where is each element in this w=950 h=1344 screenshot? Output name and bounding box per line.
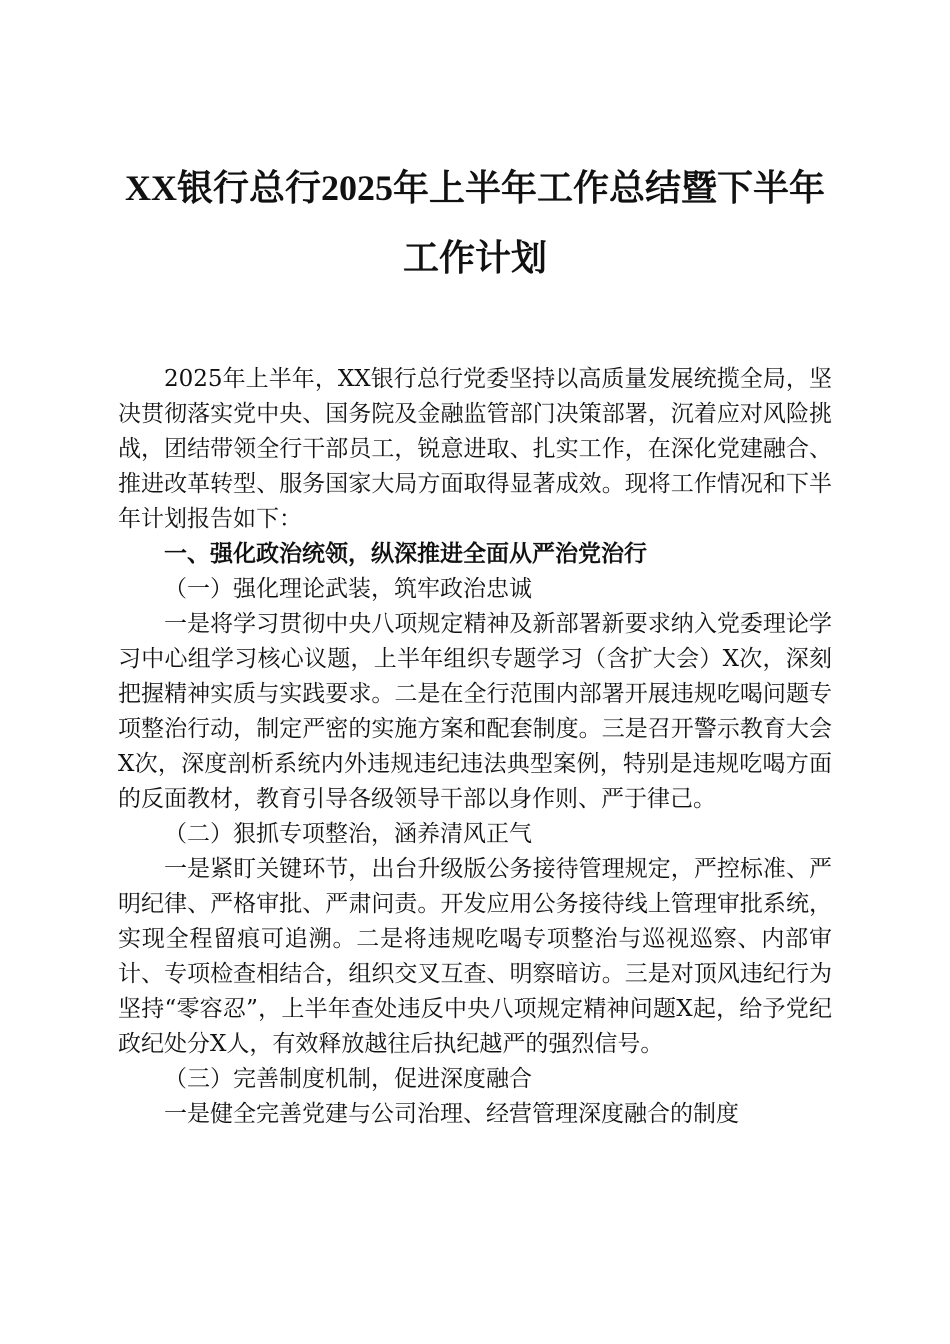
subsection-3-heading: （三）完善制度机制，促进深度融合 xyxy=(164,1066,532,1092)
subsection-3-body: 一是健全完善党建与公司治理、经营管理深度融合的制度 xyxy=(164,1101,739,1127)
subsection-1-body: 一是将学习贯彻中央八项规定精神及新部署新要求纳入党委理论学习中心组学习核心议题，上半年组织专题学习（含扩大会）X次，深刻把握精神实质与实践要求。二是在全行范围内部署开展违规吃喝问题专项整治行动，制定严密的实施方案和配套制度。三是召开警示教育大会X次，深度剖析系统内外违规违纪违法典型案例，特别是违规吃喝方面的反面教材，教育引导各级领导干部以身作则、严于律己。 xyxy=(118,611,832,812)
subsection-2-body: 一是紧盯关键环节，出台升级版公务接待管理规定，严控标准、严明纪律、严格审批、严肃问责。开发应用公务接待线上管理审批系统，实现全程留痕可追溯。二是将违规吃喝专项整治与巡视巡察、内部审计、专项检查相结合，组织交叉互查、明察暗访。三是对顶风违纪行为坚持“零容忍”，上半年查处违反中央八项规定精神问题X起，给予党纪政纪处分X人，有效释放越往后执纪越严的强烈信号。 xyxy=(118,856,833,1057)
subsection-1-heading: （一）强化理论武装，筑牢政治忠诚 xyxy=(164,576,532,602)
document-title-line-1: XX银行总行2025年上半年工作总结暨下半年 xyxy=(125,168,825,208)
document-body xyxy=(118,362,832,1132)
intro-paragraph: 2025年上半年，XX银行总行党委坚持以高质量发展统揽全局，坚决贯彻落实党中央、国务院及金融监管部门决策部署，沉着应对风险挑战，团结带领全行干部员工，锐意进取、扎实工作，在深化党建融合、推进改革转型、服务国家大局方面取得显著成效。现将工作情况和下半年计划报告如下： xyxy=(118,366,832,532)
section-1-heading: 一、强化政治统领，纵深推进全面从严治党治行 xyxy=(164,541,647,567)
document-title-line-2: 工作计划 xyxy=(402,238,547,278)
subsection-2-heading: （二）狠抓专项整治，涵养清风正气 xyxy=(164,821,532,847)
